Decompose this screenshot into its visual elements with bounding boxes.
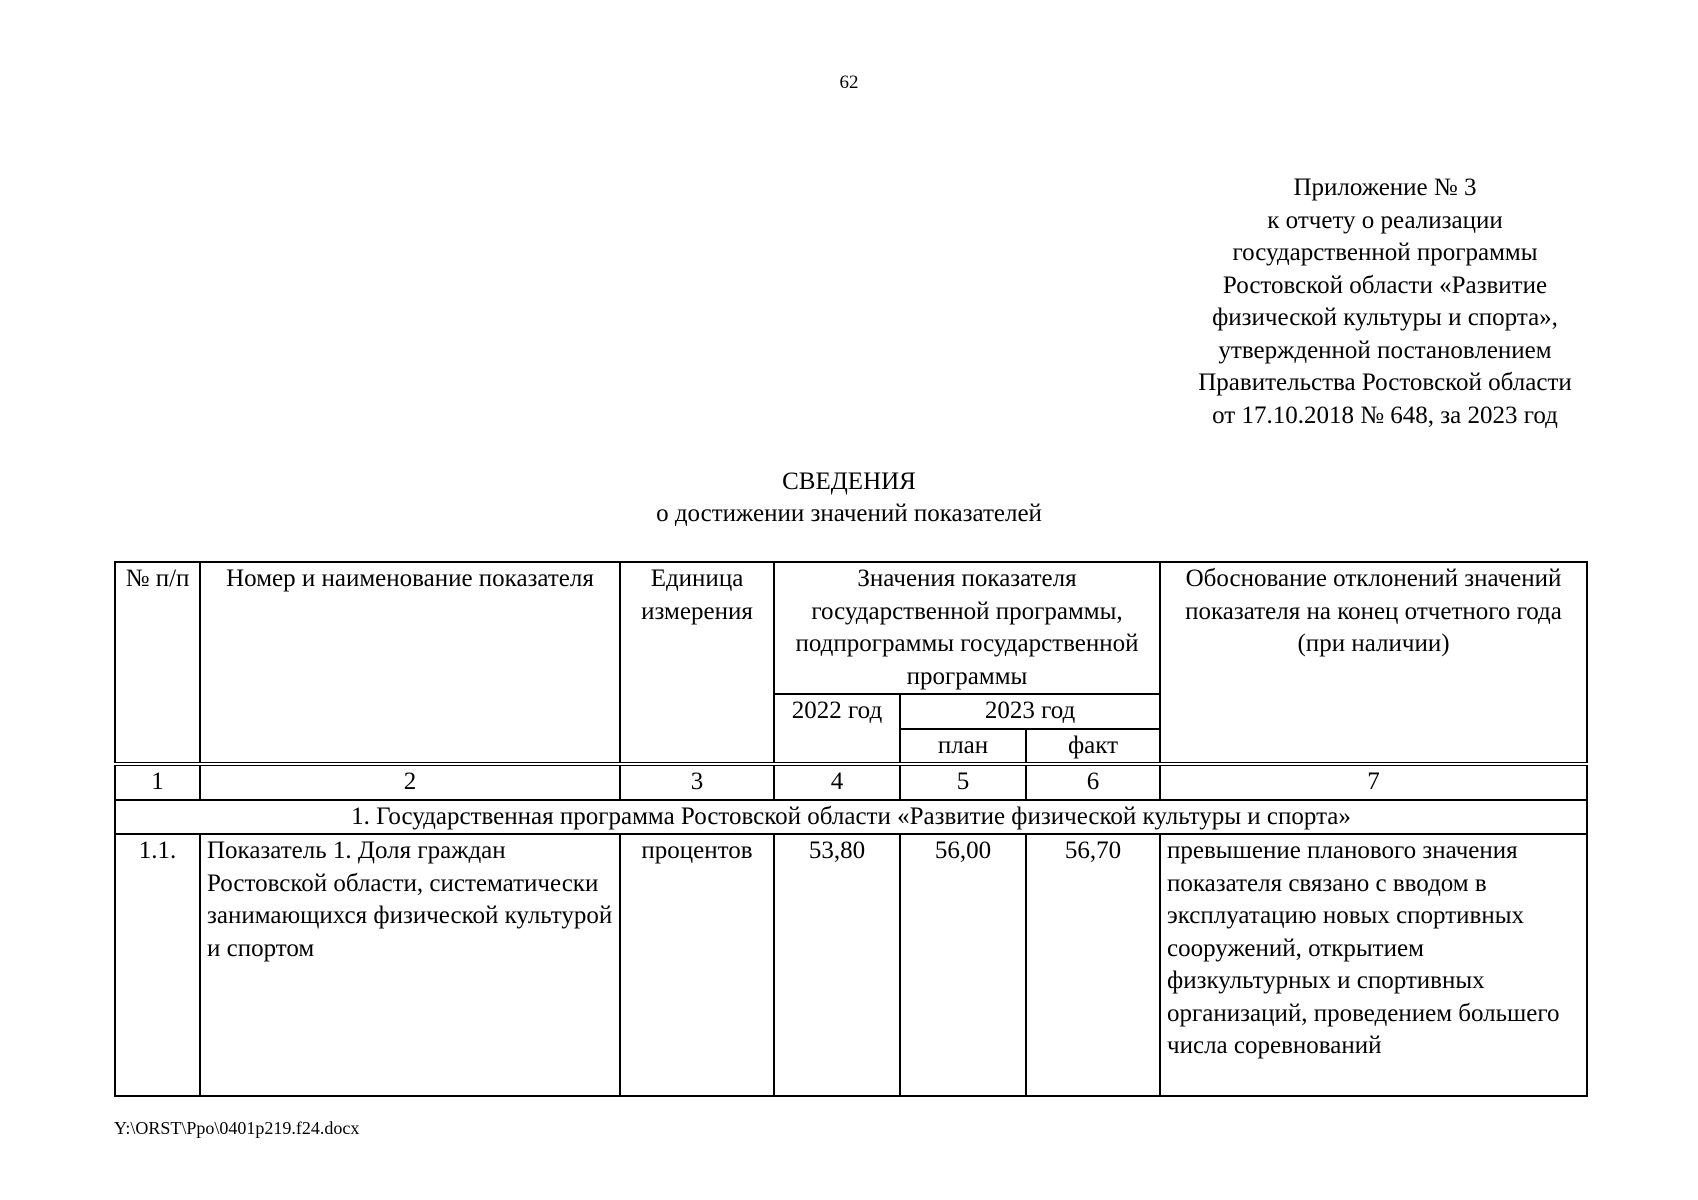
appendix-line: Правительства Ростовской области [1198, 369, 1572, 396]
column-numbers-row [115, 764, 1587, 800]
header-year-curr: 2023 год [900, 694, 1160, 729]
row-num: 1.1. [115, 834, 200, 1096]
title-main: СВЕДЕНИЯ [782, 468, 916, 495]
appendix-line: от 17.10.2018 № 648, за 2023 год [1212, 401, 1558, 429]
header-values-group: Значения показателя государственной программы, подпрограммы государственной программы [774, 562, 1160, 694]
section-row [115, 800, 1587, 835]
row-name: Показатель 1. Доля граждан Ростовской области, систематически занимающихся физической культурой и спортом [200, 834, 620, 1096]
appendix-line: государственной программы [1232, 239, 1538, 266]
header-justification: Обоснование отклонений значений показателя на конец отчетного года (при наличии) [1160, 562, 1587, 764]
header-row [115, 562, 1587, 694]
appendix-line: физической культуры и спорта», [1212, 304, 1558, 331]
header-num: № п/п [115, 562, 200, 764]
appendix-line: утвержденной постановлением [1218, 336, 1552, 364]
title-sub: о достижении значений показателей [656, 500, 1042, 527]
column-number: 2 [200, 764, 620, 800]
column-number: 5 [900, 764, 1026, 800]
appendix-line: Приложение № 3 [1293, 174, 1477, 201]
appendix-block [1140, 172, 1630, 432]
column-number: 7 [1160, 764, 1587, 800]
page-number: 62 [839, 72, 859, 93]
header-unit: Единица измерения [620, 562, 774, 764]
column-number: 3 [620, 764, 774, 800]
header-year-prev: 2022 год [774, 694, 900, 764]
appendix-line: к отчету о реализации [1267, 206, 1503, 234]
row-unit: процентов [620, 834, 774, 1096]
row-fact-2023: 56,70 [1026, 834, 1160, 1096]
document-title [0, 466, 1698, 530]
file-path-footer: Y:\ORST\Ppo\0401p219.f24.docx [114, 1118, 360, 1138]
indicators-table [114, 561, 1588, 1097]
row-plan-2023: 56,00 [900, 834, 1026, 1096]
row-value-2022: 53,80 [774, 834, 900, 1096]
header-fact: факт [1026, 729, 1160, 765]
section-title: 1. Государственная программа Ростовской области «Развитие физической культуры и спорта» [115, 800, 1587, 835]
column-number: 1 [115, 764, 200, 800]
header-plan: план [900, 729, 1026, 765]
column-number: 6 [1026, 764, 1160, 800]
row-justification: превышение планового значения показателя связано с вводом в эксплуатацию новых спортивных сооружений, открытием физкультурных и спортивных организаций, проведением большего числа соревнований [1160, 834, 1587, 1096]
column-number: 4 [774, 764, 900, 800]
table-row [115, 834, 1587, 1096]
header-name: Номер и наименование показателя [200, 562, 620, 764]
appendix-line: Ростовской области «Развитие [1222, 271, 1548, 299]
